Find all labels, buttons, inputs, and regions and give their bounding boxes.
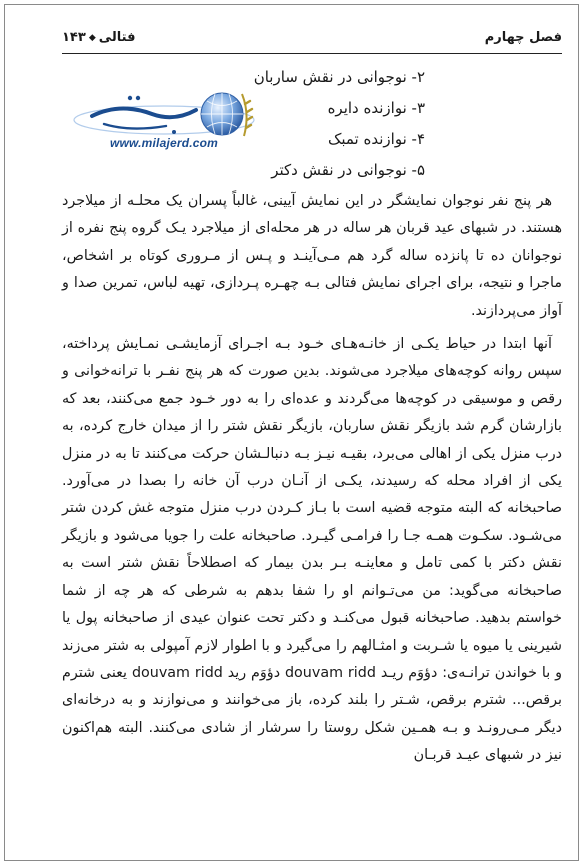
- page-number: ۱۴۳: [62, 30, 86, 45]
- logo-url: www.milajerd.com: [109, 136, 219, 150]
- paragraph: آنها ابتدا در حیاط یکـی از خانـه‌هـای خـود بـه اجـرای آزمایشـی نمـایش پرداخته، سپس روانه کوچه‌های میلاجرد می‌شوند. بدین صورت که هر پنج نفـر با ترانه‌خوانی و رقص و موسیقی در کوچه‌ها می‌گردند و عده‌ای را به دور خـود جمع می‌کنند، بعد که بازارشان گرم شد بازیگر نقش ساربان، بازیگر نقش شتر را از میدان خارج کرده، به درب منزل یکی از اهالی می‌برد، بقیـه نیـز بـه دنبالـشان حرکت می‌کنند تا به در منزل یکی از افراد محله که رسیدند، یکـی از آنـان درب آن خانه را بصدا در می‌آورد. صاحبخانه که البته متوجه قضیه است با بـاز کـردن درب منزل متوجه غش کردن شتر می‌شـود. سکـوت همـه جـا را فرامـی گیـرد. صاحبخانه علت را جویا می‌شود و بازیگر نقش دکتر با کمی تامل و معاینـه بـر بدن بیمار که اصطلاحاً نقش شتر است به صاحبخانه می‌گوید: من می‌تـوانم او را شفا بدهم به شرطی که هر چه از شما خواستم بدهید. صاحبخانه قبول می‌کنـد و دکتر تحت عنوان عیدی از صاحبخانه پول یا شیرینی یا میوه یا شـربت و امثـالهم را می‌گیرد و با اطوار لازم آمپولی به شتر می‌زند و با خواندن ترانـه‌ی: دؤوَم ریـد douvam ridd دؤوَم رید douvam ridd یعنی شترم برقص... شترم برقص، شـتر را بلند کرده، باز می‌خوانند و می‌نوازند و به درخانه‌ای دیگر مـی‌رونـد و بـه همـین شکل روستا را سرشار از شادی می‌کنند. البته هم‌اکنون نیز در شبهای عیـد قربـان: [62, 336, 563, 764]
- list-item: ۲- نوجوانی در نقش ساربان: [253, 68, 425, 86]
- section-title: فتالی: [98, 30, 136, 45]
- paragraph: هر پنج نفر نوجوان نمایشگر در این نمایش آیینی، غالباً پسران یک محلـه از میلاجرد هستند. در شبهای عید قربان هر ساله در هر محله‌ای از میلاجرد یـک گروه پنج نفره از نوجوانان ده تا پانزده ساله گرد هم مـی‌آینـد و پـس از مـروری کوتاه بر اشخاص، ماجرا و نتیجه، برای اجرای نمایش فتالی بـه چهـره پـردازی، تهیه لباس، تمرین صدا و آواز می‌پردازند.: [62, 193, 562, 319]
- chapter-title: فصل چهارم: [484, 30, 562, 45]
- page-info: [62, 30, 135, 45]
- running-head: [62, 30, 562, 50]
- diamond-separator-icon: ◆: [88, 33, 96, 43]
- list-item: ۳- نوازنده دایره: [327, 99, 425, 117]
- list-item: ۵- نوجوانی در نقش دکتر: [271, 161, 425, 179]
- list-item: ۴- نوازنده تمبک: [327, 130, 425, 148]
- header-rule: [62, 53, 562, 54]
- cast-list: [185, 62, 425, 186]
- body-text: [62, 188, 562, 770]
